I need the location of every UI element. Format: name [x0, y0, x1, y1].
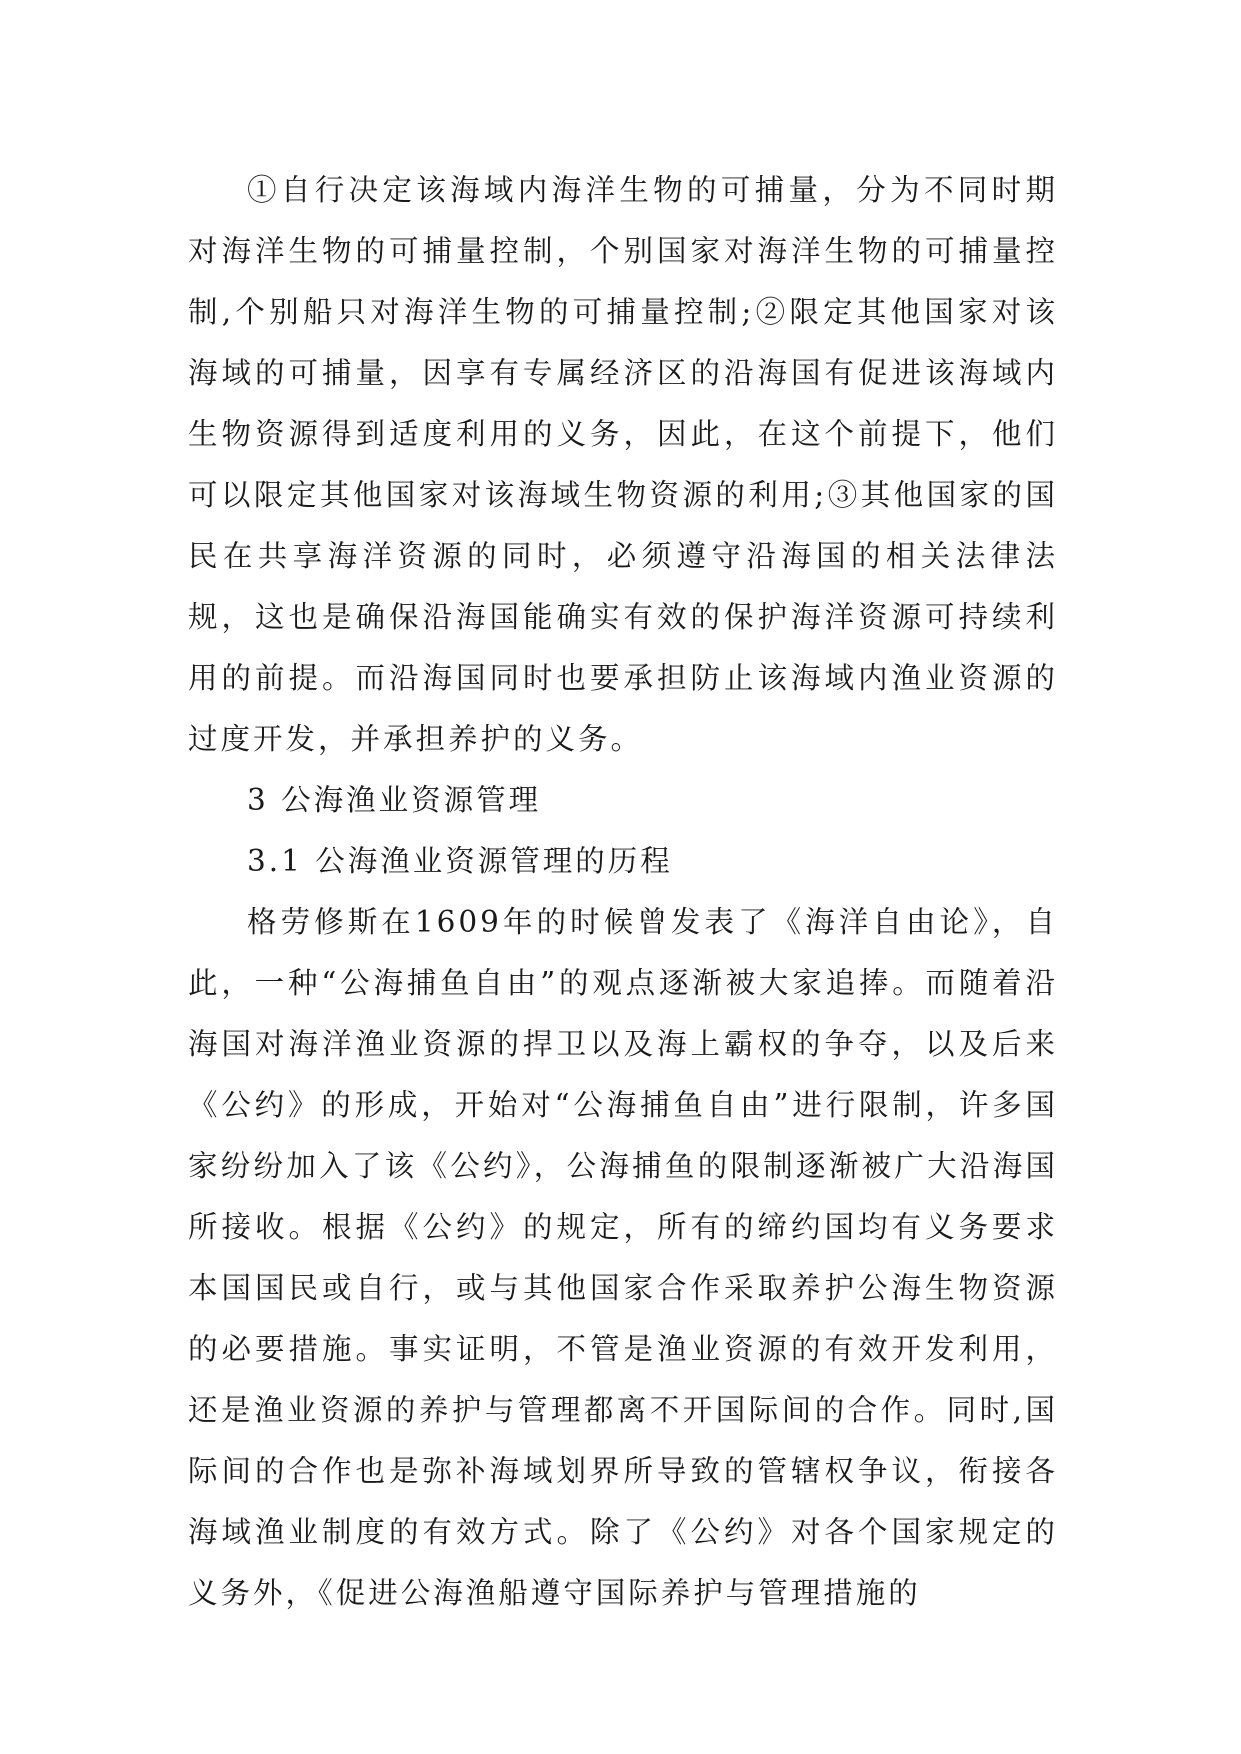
document-body [188, 160, 1058, 1624]
subsection-heading-3-1: 3.1 公海渔业资源管理的历程 [247, 844, 673, 878]
paragraph-coastal-state-rights: ①自行决定该海域内海洋生物的可捕量，分为不同时期对海洋生物的可捕量控制，个别国家对海洋生物的可捕量控制,个别船只对海洋生物的可捕量控制;②限定其他国家对该海域的可捕量，因享有专属经济区的沿海国有促进该海域内生物资源得到适度利用的义务，因此，在这个前提下，他们可以限定其他国家对该海域生物资源的利用;③其他国家的国民在共享海洋资源的同时，必须遵守沿海国的相关法律法规，这也是确保沿海国能确实有效的保护海洋资源可持续利用的前提。而沿海国同时也要承担防止该海域内渔业资源的过度开发，并承担养护的义务。 [188, 173, 1058, 756]
paragraph-high-seas-history: 格劳修斯在1609年的时候曾发表了《海洋自由论》，自此，一种“公海捕鱼自由”的观点逐渐被大家追捧。而随着沿海国对海洋渔业资源的捍卫以及海上霸权的争夺，以及后来《公约》的形成，开始对“公海捕鱼自由”进行限制，许多国家纷纷加入了该《公约》，公海捕鱼的限制逐渐被广大沿海国所接收。根据《公约》的规定，所有的缔约国均有义务要求本国国民或自行，或与其他国家合作采取养护公海生物资源的必要措施。事实证明，不管是渔业资源的有效开发利用，还是渔业资源的养护与管理都离不开国际间的合作。同时,国际间的合作也是弥补海域划界所导致的管辖权争议，衔接各海域渔业制度的有效方式。除了《公约》对各个国家规定的义务外，《促进公海渔船遵守国际养护与管理措施的 [188, 905, 1058, 1610]
section-heading-3: 3 公海渔业资源管理 [247, 783, 542, 817]
